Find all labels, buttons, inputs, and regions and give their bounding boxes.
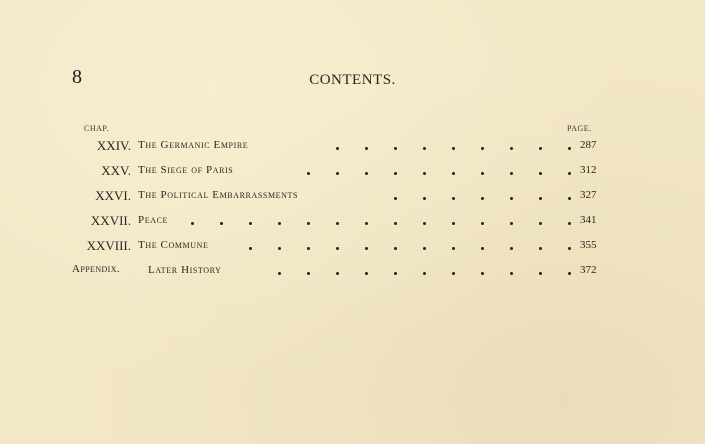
leader-dot — [249, 222, 252, 225]
leader-dot — [365, 222, 368, 225]
leader-dot — [249, 247, 252, 250]
leader-dot — [423, 247, 426, 250]
leader-dot — [539, 272, 542, 275]
leader-dot — [423, 272, 426, 275]
toc-chapter-title: The Political Embarrassments — [138, 189, 299, 201]
toc-entry — [0, 138, 705, 158]
leader-dot — [278, 247, 281, 250]
leader-dot — [365, 147, 368, 150]
leader-dot — [510, 172, 513, 175]
leader-dot — [452, 172, 455, 175]
leader-dot — [568, 197, 571, 200]
toc-page-number: 341 — [580, 214, 597, 226]
leader-dot — [365, 172, 368, 175]
leader-dot — [568, 272, 571, 275]
leader-dot — [539, 172, 542, 175]
leader-dot — [278, 222, 281, 225]
leader-dot — [539, 197, 542, 200]
toc-page-number: 287 — [580, 139, 597, 151]
leader-dot — [568, 172, 571, 175]
leader-dot — [423, 147, 426, 150]
leader-dot — [394, 172, 397, 175]
toc-entry — [0, 263, 705, 283]
toc-entry — [0, 163, 705, 183]
leader-dot — [568, 222, 571, 225]
toc-page-number: 355 — [580, 239, 597, 251]
leader-dot — [510, 197, 513, 200]
leader-dot — [307, 222, 310, 225]
leader-dot — [394, 272, 397, 275]
leader-dot — [481, 222, 484, 225]
leader-dot — [510, 247, 513, 250]
toc-page-number: 372 — [580, 264, 597, 276]
leader-dot — [452, 147, 455, 150]
leader-dot — [539, 222, 542, 225]
leader-dot — [307, 247, 310, 250]
leader-dot — [452, 247, 455, 250]
leader-dot — [336, 272, 339, 275]
dot-leaders — [0, 147, 705, 151]
toc-chapter-title: Later History — [148, 264, 222, 276]
leader-dot — [307, 172, 310, 175]
leader-dot — [423, 222, 426, 225]
dot-leaders — [0, 197, 705, 201]
leader-dot — [481, 272, 484, 275]
leader-dot — [539, 247, 542, 250]
leader-dot — [568, 147, 571, 150]
leader-dot — [394, 147, 397, 150]
leader-dot — [336, 147, 339, 150]
leader-dot — [336, 247, 339, 250]
page-column-label: PAGE. — [567, 124, 592, 133]
toc-entry — [0, 188, 705, 208]
toc-page-number: 312 — [580, 164, 597, 176]
toc-chapter-number: XXVIII. — [86, 238, 131, 253]
toc-entry — [0, 238, 705, 258]
leader-dot — [452, 222, 455, 225]
leader-dot — [510, 222, 513, 225]
leader-dot — [510, 147, 513, 150]
leader-dot — [220, 222, 223, 225]
leader-dot — [481, 247, 484, 250]
leader-dot — [336, 172, 339, 175]
dot-leaders — [0, 272, 705, 276]
leader-dot — [394, 222, 397, 225]
chapter-column-label: CHAP. — [84, 124, 109, 133]
leader-dot — [481, 172, 484, 175]
leader-dot — [278, 272, 281, 275]
leader-dot — [191, 222, 194, 225]
contents-heading: CONTENTS. — [309, 72, 396, 88]
leader-dot — [423, 172, 426, 175]
toc-chapter-number: XXVII. — [90, 213, 131, 228]
leader-dot — [481, 197, 484, 200]
toc-chapter-number: XXVI. — [95, 188, 131, 203]
toc-chapter-number: XXIV. — [96, 138, 131, 153]
toc-chapter-title: Peace — [138, 214, 169, 226]
leader-dot — [423, 197, 426, 200]
leader-dot — [481, 147, 484, 150]
leader-dot — [307, 272, 310, 275]
dot-leaders — [0, 247, 705, 251]
leader-dot — [394, 197, 397, 200]
leader-dot — [452, 197, 455, 200]
toc-chapter-title: The Commune — [138, 239, 209, 251]
leader-dot — [539, 147, 542, 150]
toc-page-number: 327 — [580, 189, 597, 201]
page-number: 8 — [72, 66, 82, 88]
dot-leaders — [0, 172, 705, 176]
dot-leaders — [0, 222, 705, 226]
leader-dot — [394, 247, 397, 250]
leader-dot — [568, 247, 571, 250]
toc-chapter-title: The Siege of Paris — [138, 164, 234, 176]
toc-chapter-number: XXV. — [101, 163, 131, 178]
leader-dot — [510, 272, 513, 275]
leader-dot — [365, 272, 368, 275]
leader-dot — [365, 247, 368, 250]
toc-chapter-title: The Germanic Empire — [138, 139, 249, 151]
leader-dot — [452, 272, 455, 275]
toc-chapter-number: Appendix. — [72, 263, 121, 275]
toc-entry — [0, 213, 705, 233]
leader-dot — [336, 222, 339, 225]
